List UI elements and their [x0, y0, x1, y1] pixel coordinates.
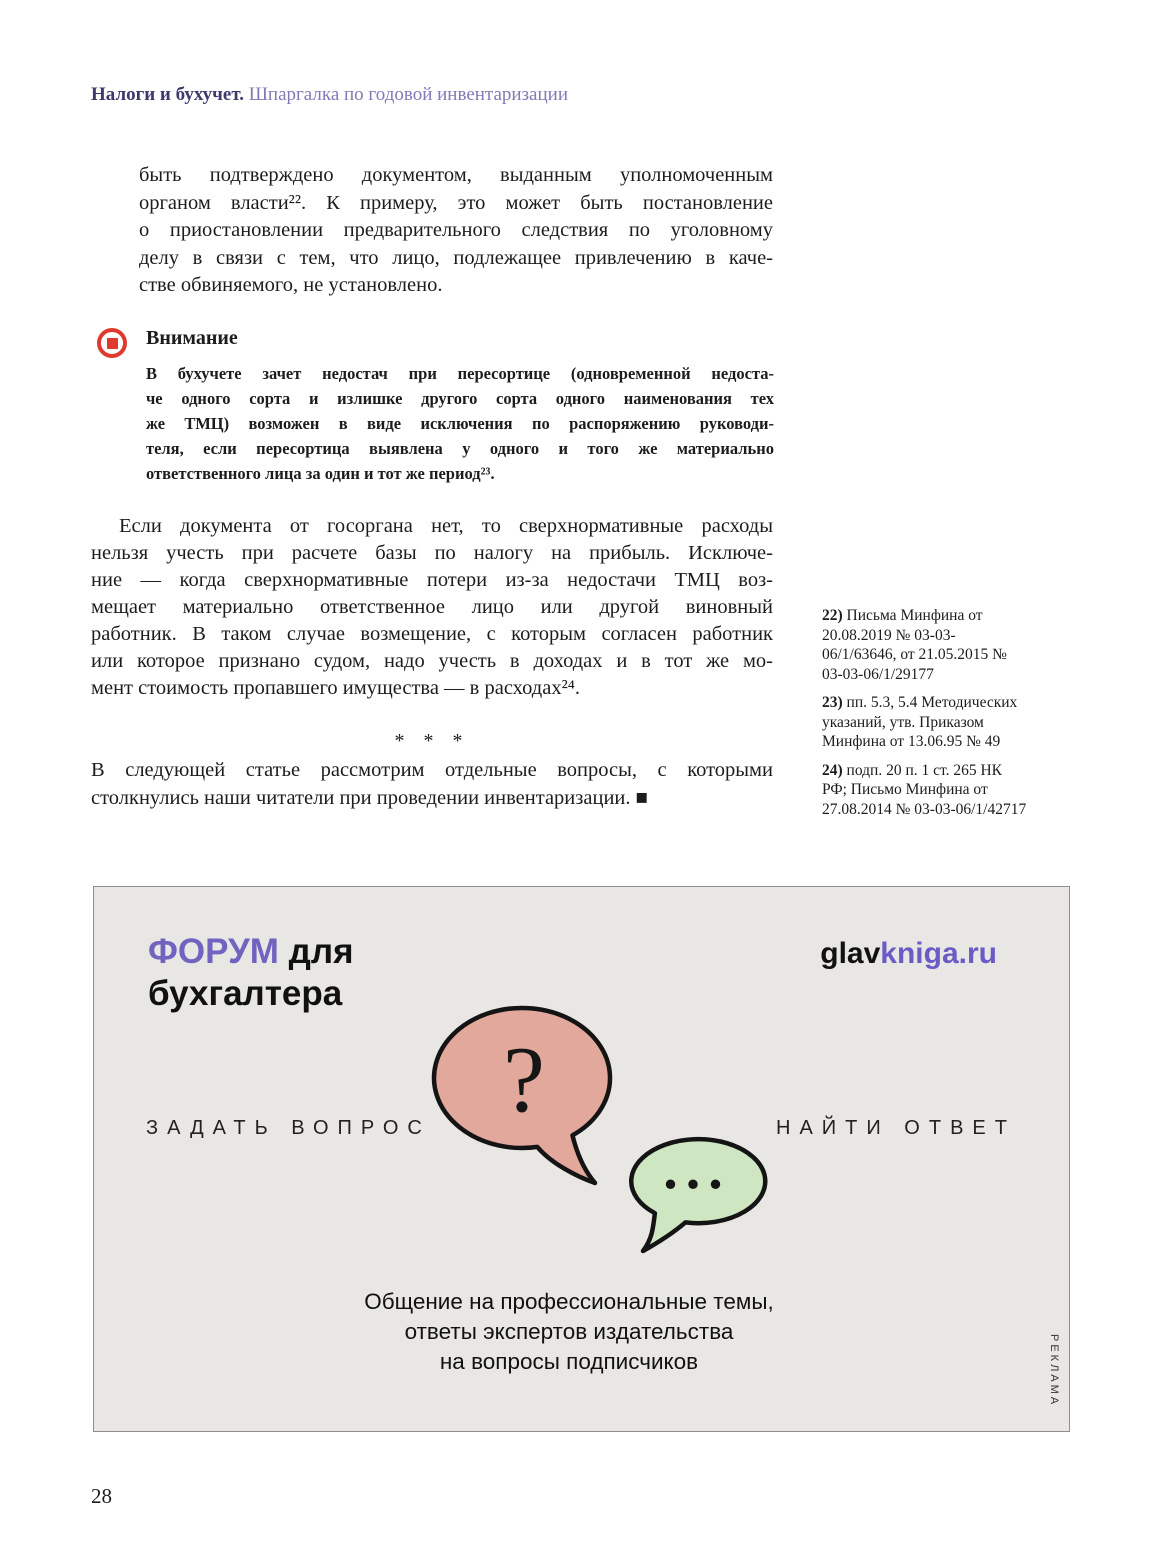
attention-record-icon [97, 328, 127, 358]
footnote-item [822, 693, 1030, 752]
paragraph-line: быть подтверждено документом, выданным уполномоченным [139, 164, 773, 186]
paragraph-line: ние — когда сверхнормативные потери из-за недостачи ТМЦ воз- [91, 569, 773, 591]
speech-bubbles-graphic [414, 982, 884, 1277]
footnote-text: подп. 20 п. 1 ст. 265 НК РФ; Письмо Минфина от 27.08.2014 № 03-03-06/1/42717 [822, 761, 1027, 818]
attention-title: Внимание [146, 327, 238, 349]
footnote-number: 22) [822, 607, 843, 624]
paragraph-line: о приостановлении предварительного следствия по уголовному [139, 219, 773, 241]
promo-description [94, 1287, 1044, 1377]
brand-title: Налоги и бухучет. [91, 84, 244, 105]
paragraph-line: стве обвиняемого, не установлено. [139, 274, 443, 296]
record-square-glyph [107, 338, 118, 349]
paragraph-line: органом власти²². К примеру, это может быть постановление [139, 191, 773, 214]
section-subtitle: Шпаргалка по годовой инвентаризации [248, 84, 568, 105]
page-number: 28 [91, 1484, 112, 1508]
closing-paragraph [91, 757, 773, 812]
paragraph-line: или которое признано судом, надо учесть в доходах и в тот же мо- [91, 650, 773, 672]
attention-line: ответственного лица за один и тот же период²³. [146, 464, 495, 483]
attention-line: В бухучете зачет недостач при пересортице (одновременной недоста- [146, 364, 774, 383]
footnote-number: 24) [822, 761, 843, 779]
paragraph-line: мент стоимость пропавшего имущества — в расходах²⁴. [91, 677, 580, 699]
body-paragraph [91, 513, 773, 702]
paragraph-line: делу в связи с тем, что лицо, подлежащее привлечению в каче- [139, 246, 773, 269]
promo-description-line: Общение на профессиональные темы, [364, 1289, 774, 1314]
forum-title [148, 931, 354, 1015]
body-paragraph-continuation [139, 162, 773, 300]
attention-line: че одного сорта и излишке другого сорта одного наименования тех [146, 389, 774, 408]
paragraph-line: нельзя учесть при расчете базы по налогу на прибыль. Исключе- [91, 542, 773, 564]
paragraph-line: Если документа от госоргана нет, то сверхнормативные расходы [119, 515, 773, 537]
find-answer-label: НАЙТИ ОТВЕТ [776, 1117, 1016, 1139]
ask-question-label: ЗАДАТЬ ВОПРОС [146, 1117, 431, 1139]
forum-title-line2: бухгалтера [148, 974, 343, 1013]
paragraph-line: В следующей статье рассмотрим отдельные вопросы, с которыми [91, 759, 773, 781]
attention-line: же ТМЦ) возможен в виде исключения по распоряжению руководи- [146, 414, 774, 433]
advert-vertical-label: РЕКЛАМА [1048, 1333, 1060, 1407]
promo-description-line: на вопросы подписчиков [439, 1349, 699, 1374]
ellipsis-dots: ... [663, 1136, 731, 1201]
promo-description-line: ответы экспертов издательства [404, 1319, 734, 1344]
question-mark: ? [503, 1028, 545, 1132]
footnote-text: Письма Минфина от 20.08.2019 № 03-03-06/1/63646, от 21.05.2015 № 03-03-06/1/29177 [822, 607, 1007, 683]
magazine-header [91, 84, 568, 106]
paragraph-line: столкнулись наши читатели при проведении инвентаризации. ■ [91, 786, 649, 809]
section-separator: * * * [394, 730, 470, 752]
site-logo-accent: kniga.ru [880, 937, 997, 970]
footnote-column [822, 606, 1030, 828]
forum-title-line1 [148, 931, 354, 973]
attention-line: теля, если пересортица выявлена у одного и того же материально [146, 439, 774, 458]
paragraph-line: мещает материально ответственное лицо или другой виновный [91, 596, 773, 618]
paragraph-line: работник. В таком случае возмещение, с которым согласен работник [91, 623, 773, 645]
footnote-text: пп. 5.3, 5.4 Методических указаний, утв. Приказом Минфина от 13.06.95 № 49 [822, 694, 1018, 750]
site-logo [820, 937, 997, 971]
forum-title-rest: для [278, 932, 354, 971]
forum-title-accent: ФОРУМ [148, 932, 279, 971]
attention-text [146, 361, 774, 486]
site-logo-prefix: glav [820, 937, 881, 970]
footnote-number: 23) [822, 694, 843, 711]
footnote-item [822, 606, 1030, 684]
footnote-item [822, 761, 1030, 820]
promo-box-forum [93, 886, 1070, 1432]
